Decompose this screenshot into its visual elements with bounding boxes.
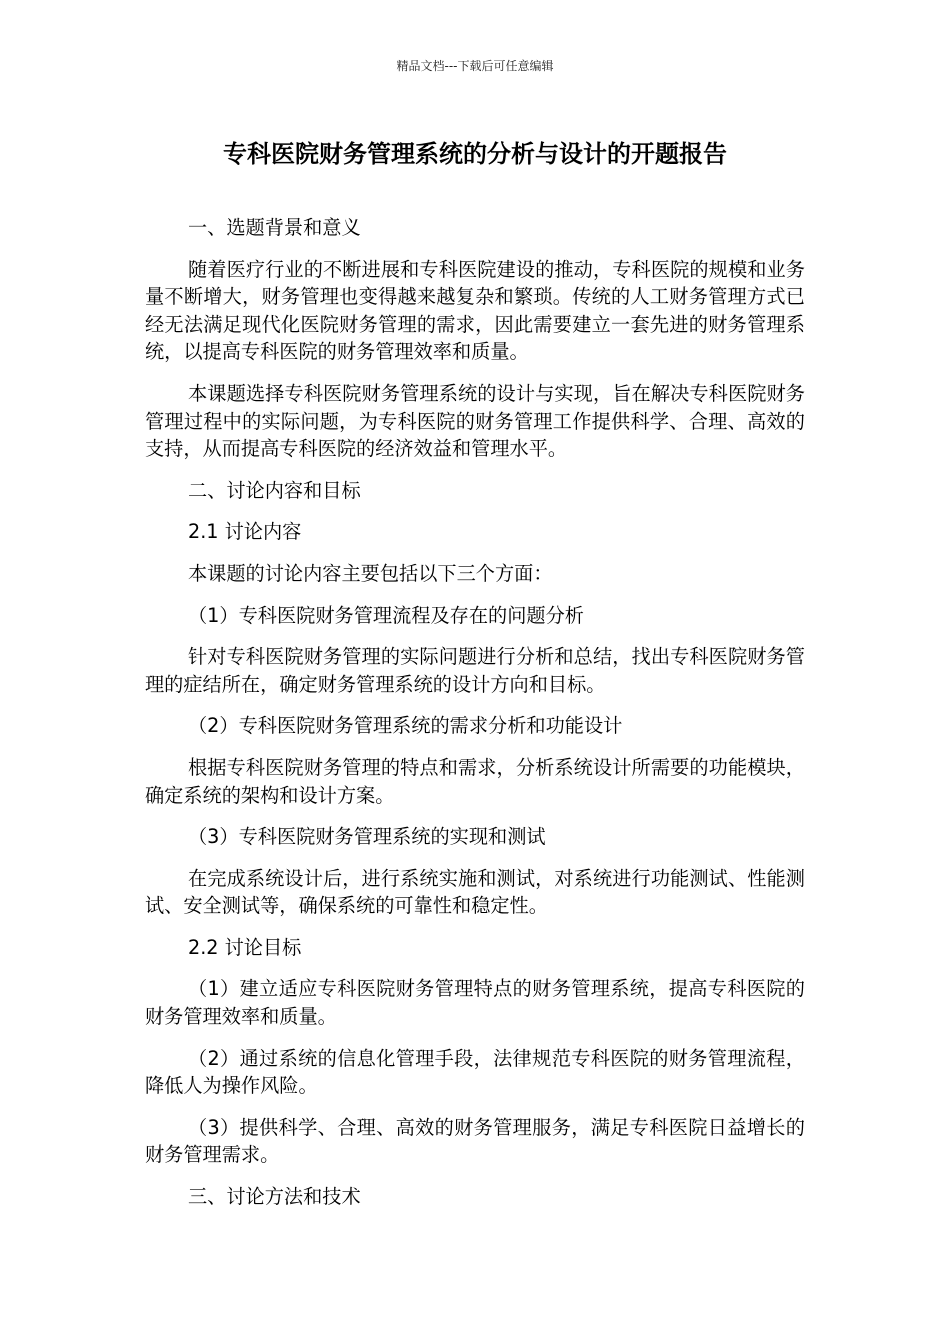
paragraph-background-2: 本课题选择专科医院财务管理系统的设计与实现，旨在解决专科医院财务管理过程中的实际问题，为专科医院的财务管理工作提供科学、合理、高效的支持，从而提高专科医院的经济效益和管理水平。 [145, 381, 805, 461]
list-item-heading-3: （3）专科医院财务管理系统的实现和测试 [188, 825, 546, 849]
section-heading-background: 一、选题背景和意义 [188, 216, 361, 239]
goal-item-2: （2）通过系统的信息化管理手段，法律规范专科医院的财务管理流程，降低人为操作风险。 [145, 1046, 805, 1098]
subsection-heading-content: 2.1 讨论内容 [188, 520, 302, 544]
paragraph-item-1: 针对专科医院财务管理的实际问题进行分析和总结，找出专科医院财务管理的症结所在，确定财务管理系统的设计方向和目标。 [145, 645, 805, 696]
paragraph-item-3: 在完成系统设计后，进行系统实施和测试，对系统进行功能测试、性能测试、安全测试等，确保系统的可靠性和稳定性。 [145, 866, 805, 918]
subsection-heading-goals: 2.2 讨论目标 [188, 935, 302, 959]
goal-item-3: （3）提供科学、合理、高效的财务管理服务，满足专科医院日益增长的财务管理需求。 [145, 1115, 805, 1167]
document-title: 专科医院财务管理系统的分析与设计的开题报告 [223, 140, 727, 168]
section-heading-methods: 三、讨论方法和技术 [188, 1185, 361, 1209]
list-item-heading-1: （1）专科医院财务管理流程及存在的问题分析 [188, 603, 584, 627]
paragraph-content-intro: 本课题的讨论内容主要包括以下三个方面： [188, 561, 553, 585]
goal-item-1: （1）建立适应专科医院财务管理特点的财务管理系统，提高专科医院的财务管理效率和质量。 [145, 977, 805, 1029]
paragraph-item-2: 根据专科医院财务管理的特点和需求，分析系统设计所需要的功能模块，确定系统的架构和设计方案。 [145, 755, 805, 807]
document-body [145, 214, 805, 1225]
paragraph-background-1: 随着医疗行业的不断进展和专科医院建设的推动，专科医院的规模和业务量不断增大，财务管理也变得越来越复杂和繁琐。传统的人工财务管理方式已经无法满足现代化医院财务管理的需求，因此需要建立一套先进的财务管理系统，以提高专科医院的财务管理效率和质量。 [145, 257, 805, 364]
header-note: 精品文档---下载后可任意编辑 [396, 59, 554, 73]
list-item-heading-2: （2）专科医院财务管理系统的需求分析和功能设计 [188, 714, 623, 738]
section-heading-content-goals: 二、讨论内容和目标 [188, 478, 361, 502]
